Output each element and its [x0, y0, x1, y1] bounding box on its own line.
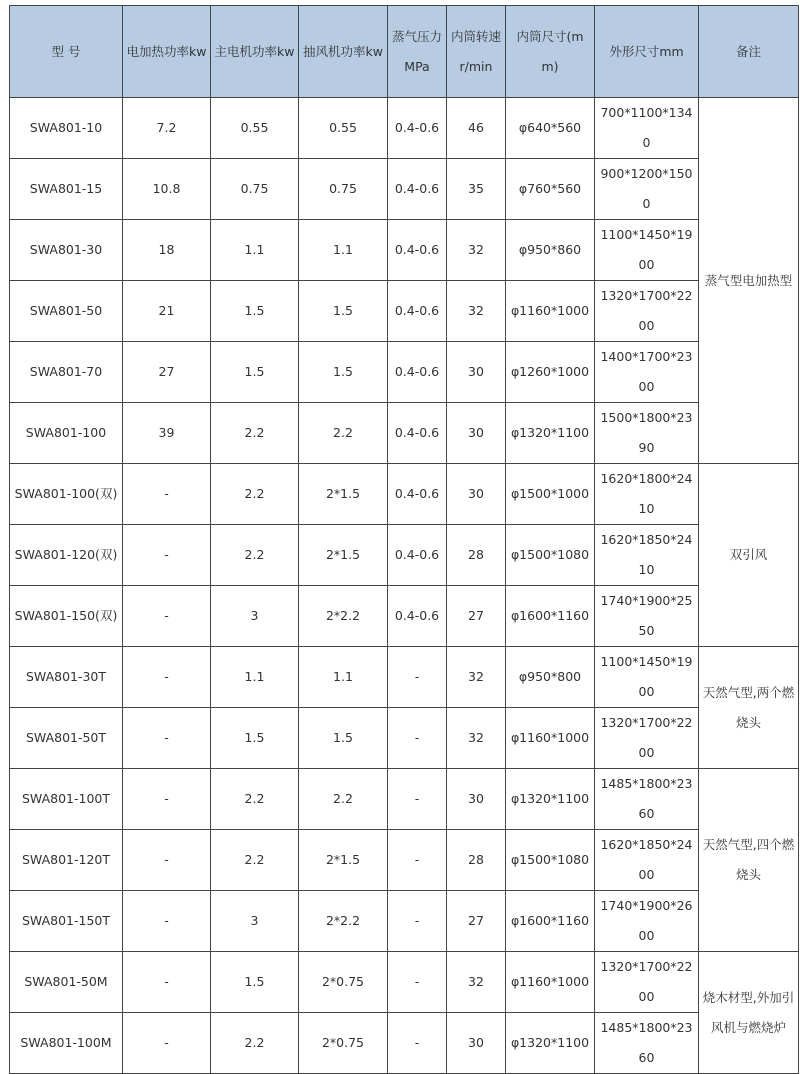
- cell-fan-power: 2*1.5: [299, 525, 388, 586]
- cell-steam-pressure: -: [388, 1013, 447, 1074]
- table-row: [10, 342, 799, 403]
- cell-overall-size: 1620*1850*2410: [595, 525, 699, 586]
- cell-heating-power: -: [123, 769, 211, 830]
- cell-heating-power: -: [123, 464, 211, 525]
- spec-table: [9, 5, 799, 1074]
- cell-heating-power: -: [123, 708, 211, 769]
- cell-main-motor-power: 3: [211, 891, 299, 952]
- cell-drum-size: φ1160*1000: [506, 281, 595, 342]
- cell-heating-power: 7.2: [123, 98, 211, 159]
- cell-fan-power: 0.75: [299, 159, 388, 220]
- table-row: [10, 525, 799, 586]
- table-row: [10, 159, 799, 220]
- cell-fan-power: 2*1.5: [299, 830, 388, 891]
- cell-overall-size: 1100*1450*1900: [595, 647, 699, 708]
- cell-steam-pressure: -: [388, 891, 447, 952]
- cell-fan-power: 1.5: [299, 342, 388, 403]
- header-notes: 备注: [699, 6, 799, 98]
- cell-model: SWA801-50M: [10, 952, 123, 1013]
- cell-main-motor-power: 1.5: [211, 708, 299, 769]
- table-row: [10, 647, 799, 708]
- cell-drum-speed: 30: [447, 1013, 506, 1074]
- cell-heating-power: 21: [123, 281, 211, 342]
- cell-main-motor-power: 1.5: [211, 281, 299, 342]
- cell-drum-speed: 30: [447, 342, 506, 403]
- cell-fan-power: 2*2.2: [299, 586, 388, 647]
- cell-model: SWA801-100: [10, 403, 123, 464]
- cell-model: SWA801-15: [10, 159, 123, 220]
- cell-steam-pressure: -: [388, 830, 447, 891]
- cell-drum-size: φ1260*1000: [506, 342, 595, 403]
- cell-overall-size: 1320*1700*2200: [595, 708, 699, 769]
- table-row: [10, 830, 799, 891]
- cell-fan-power: 2*1.5: [299, 464, 388, 525]
- cell-steam-pressure: 0.4-0.6: [388, 98, 447, 159]
- cell-steam-pressure: -: [388, 952, 447, 1013]
- cell-fan-power: 1.1: [299, 647, 388, 708]
- cell-drum-speed: 32: [447, 708, 506, 769]
- table-row: [10, 281, 799, 342]
- cell-steam-pressure: 0.4-0.6: [388, 220, 447, 281]
- cell-model: SWA801-30: [10, 220, 123, 281]
- table-row: [10, 403, 799, 464]
- cell-drum-size: φ950*860: [506, 220, 595, 281]
- table-row: [10, 1013, 799, 1074]
- cell-drum-speed: 35: [447, 159, 506, 220]
- cell-model: SWA801-150T: [10, 891, 123, 952]
- cell-fan-power: 0.55: [299, 98, 388, 159]
- cell-model: SWA801-120T: [10, 830, 123, 891]
- table-row: [10, 98, 799, 159]
- cell-model: SWA801-30T: [10, 647, 123, 708]
- cell-model: SWA801-50T: [10, 708, 123, 769]
- table-row: [10, 586, 799, 647]
- cell-notes: 烧木材型,外加引风机与燃烧炉: [699, 952, 799, 1074]
- cell-overall-size: 700*1100*1340: [595, 98, 699, 159]
- cell-drum-size: φ1600*1160: [506, 891, 595, 952]
- cell-drum-size: φ1320*1100: [506, 769, 595, 830]
- cell-steam-pressure: 0.4-0.6: [388, 342, 447, 403]
- cell-fan-power: 2*0.75: [299, 952, 388, 1013]
- cell-drum-speed: 32: [447, 281, 506, 342]
- cell-main-motor-power: 2.2: [211, 830, 299, 891]
- cell-drum-size: φ1320*1100: [506, 1013, 595, 1074]
- cell-overall-size: 900*1200*1500: [595, 159, 699, 220]
- cell-drum-size: φ1500*1000: [506, 464, 595, 525]
- cell-heating-power: -: [123, 1013, 211, 1074]
- cell-notes: 天然气型,四个燃烧头: [699, 769, 799, 952]
- cell-main-motor-power: 2.2: [211, 1013, 299, 1074]
- cell-steam-pressure: 0.4-0.6: [388, 159, 447, 220]
- cell-drum-size: φ1500*1080: [506, 830, 595, 891]
- cell-overall-size: 1485*1800*2360: [595, 1013, 699, 1074]
- header-steam-pressure: 蒸气压力MPa: [388, 6, 447, 98]
- cell-fan-power: 2.2: [299, 769, 388, 830]
- cell-fan-power: 1.5: [299, 281, 388, 342]
- spec-body: [10, 98, 799, 1074]
- table-row: [10, 952, 799, 1013]
- cell-drum-size: φ640*560: [506, 98, 595, 159]
- cell-steam-pressure: 0.4-0.6: [388, 586, 447, 647]
- table-row: [10, 708, 799, 769]
- header-row: [10, 6, 799, 98]
- cell-main-motor-power: 1.5: [211, 952, 299, 1013]
- cell-main-motor-power: 2.2: [211, 525, 299, 586]
- cell-drum-speed: 30: [447, 769, 506, 830]
- cell-main-motor-power: 0.75: [211, 159, 299, 220]
- cell-drum-speed: 27: [447, 586, 506, 647]
- cell-heating-power: -: [123, 830, 211, 891]
- cell-heating-power: 39: [123, 403, 211, 464]
- cell-drum-size: φ1160*1000: [506, 952, 595, 1013]
- cell-overall-size: 1740*1900*2600: [595, 891, 699, 952]
- cell-model: SWA801-120(双): [10, 525, 123, 586]
- cell-fan-power: 2*0.75: [299, 1013, 388, 1074]
- cell-main-motor-power: 2.2: [211, 464, 299, 525]
- cell-steam-pressure: 0.4-0.6: [388, 403, 447, 464]
- cell-overall-size: 1740*1900*2550: [595, 586, 699, 647]
- cell-drum-size: φ1320*1100: [506, 403, 595, 464]
- header-main-motor-power: 主电机功率kw: [211, 6, 299, 98]
- header-drum-speed: 内筒转速r/min: [447, 6, 506, 98]
- cell-steam-pressure: -: [388, 769, 447, 830]
- cell-drum-speed: 30: [447, 464, 506, 525]
- cell-drum-size: φ1160*1000: [506, 708, 595, 769]
- cell-drum-size: φ760*560: [506, 159, 595, 220]
- cell-main-motor-power: 2.2: [211, 403, 299, 464]
- cell-heating-power: -: [123, 952, 211, 1013]
- cell-model: SWA801-100T: [10, 769, 123, 830]
- cell-model: SWA801-70: [10, 342, 123, 403]
- cell-drum-speed: 46: [447, 98, 506, 159]
- cell-model: SWA801-10: [10, 98, 123, 159]
- cell-overall-size: 1320*1700*2200: [595, 952, 699, 1013]
- cell-heating-power: -: [123, 891, 211, 952]
- cell-notes: 天然气型,两个燃烧头: [699, 647, 799, 769]
- cell-model: SWA801-100M: [10, 1013, 123, 1074]
- cell-model: SWA801-100(双): [10, 464, 123, 525]
- cell-overall-size: 1400*1700*2300: [595, 342, 699, 403]
- cell-steam-pressure: -: [388, 708, 447, 769]
- cell-drum-speed: 32: [447, 220, 506, 281]
- cell-steam-pressure: 0.4-0.6: [388, 464, 447, 525]
- table-row: [10, 769, 799, 830]
- cell-main-motor-power: 3: [211, 586, 299, 647]
- cell-heating-power: -: [123, 586, 211, 647]
- table-row: [10, 464, 799, 525]
- cell-fan-power: 1.1: [299, 220, 388, 281]
- cell-model: SWA801-150(双): [10, 586, 123, 647]
- cell-fan-power: 1.5: [299, 708, 388, 769]
- cell-overall-size: 1620*1850*2400: [595, 830, 699, 891]
- table-row: [10, 220, 799, 281]
- cell-overall-size: 1320*1700*2200: [595, 281, 699, 342]
- cell-steam-pressure: 0.4-0.6: [388, 525, 447, 586]
- cell-heating-power: 10.8: [123, 159, 211, 220]
- cell-main-motor-power: 2.2: [211, 769, 299, 830]
- cell-drum-size: φ1500*1080: [506, 525, 595, 586]
- cell-overall-size: 1500*1800*2390: [595, 403, 699, 464]
- cell-drum-speed: 30: [447, 403, 506, 464]
- cell-fan-power: 2.2: [299, 403, 388, 464]
- cell-drum-speed: 28: [447, 830, 506, 891]
- cell-main-motor-power: 1.1: [211, 647, 299, 708]
- cell-heating-power: -: [123, 525, 211, 586]
- cell-overall-size: 1100*1450*1900: [595, 220, 699, 281]
- cell-overall-size: 1620*1800*2410: [595, 464, 699, 525]
- cell-main-motor-power: 1.5: [211, 342, 299, 403]
- header-overall-size: 外形尺寸mm: [595, 6, 699, 98]
- cell-main-motor-power: 1.1: [211, 220, 299, 281]
- table-row: [10, 891, 799, 952]
- cell-drum-speed: 32: [447, 647, 506, 708]
- cell-steam-pressure: -: [388, 647, 447, 708]
- cell-fan-power: 2*2.2: [299, 891, 388, 952]
- cell-notes: 双引风: [699, 464, 799, 647]
- cell-drum-speed: 28: [447, 525, 506, 586]
- cell-heating-power: -: [123, 647, 211, 708]
- cell-model: SWA801-50: [10, 281, 123, 342]
- cell-main-motor-power: 0.55: [211, 98, 299, 159]
- cell-drum-speed: 32: [447, 952, 506, 1013]
- cell-notes: 蒸气型电加热型: [699, 98, 799, 464]
- cell-steam-pressure: 0.4-0.6: [388, 281, 447, 342]
- header-drum-size: 内筒尺寸(mm): [506, 6, 595, 98]
- cell-heating-power: 27: [123, 342, 211, 403]
- header-fan-power: 抽风机功率kw: [299, 6, 388, 98]
- cell-overall-size: 1485*1800*2360: [595, 769, 699, 830]
- cell-heating-power: 18: [123, 220, 211, 281]
- cell-drum-size: φ950*800: [506, 647, 595, 708]
- cell-drum-size: φ1600*1160: [506, 586, 595, 647]
- header-heating-power: 电加热功率kw: [123, 6, 211, 98]
- cell-drum-speed: 27: [447, 891, 506, 952]
- header-model: 型 号: [10, 6, 123, 98]
